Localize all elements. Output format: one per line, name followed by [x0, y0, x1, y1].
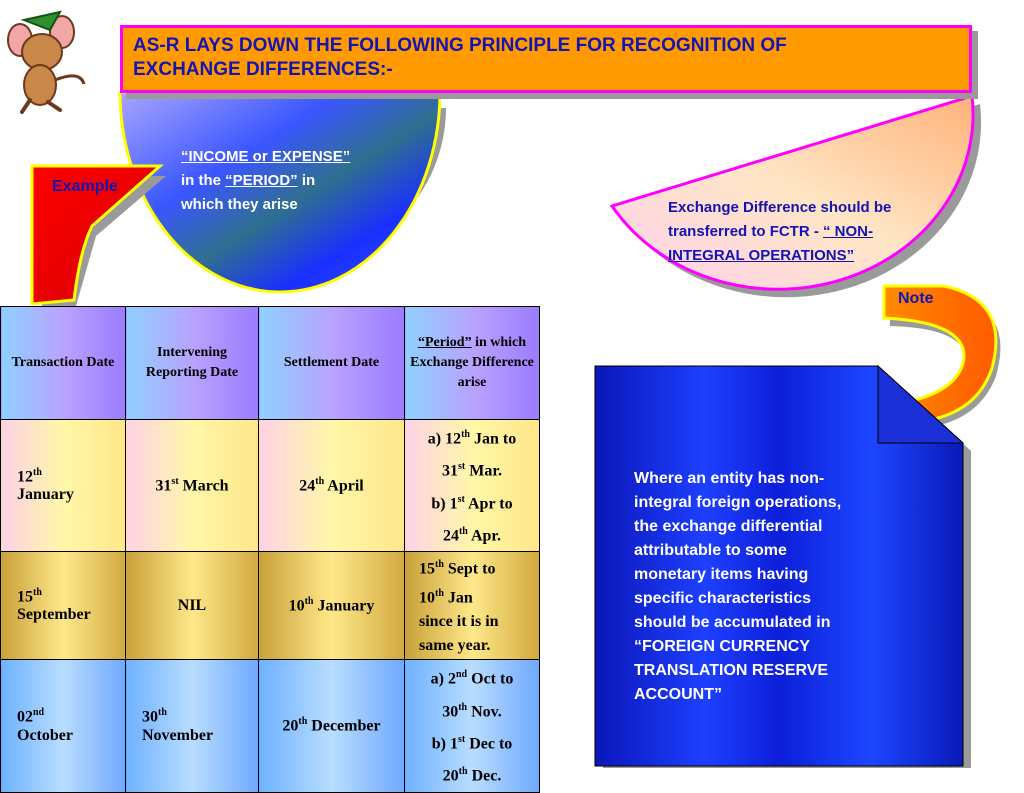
- cell-settlement-date: 10th January: [259, 552, 405, 660]
- cell-period: a) 2nd Oct to 30th Nov. b) 1st Dec to 20th Dec.: [405, 660, 540, 792]
- header-intervening-reporting-date: Intervening Reporting Date: [126, 307, 259, 420]
- table-row: [1, 660, 540, 792]
- cell-period: a) 12th Jan to 31st Mar. b) 1st Apr to 24th Apr.: [405, 420, 540, 552]
- table-row: [1, 552, 540, 660]
- note-line: attributable to some: [634, 542, 787, 559]
- cell-transaction-date: 15th September: [1, 552, 126, 660]
- table-row: [1, 420, 540, 552]
- note-line: TRANSLATION RESERVE: [634, 662, 829, 679]
- cell-reporting-date: 30th November: [126, 660, 259, 792]
- cell-settlement-date: 24th April: [259, 420, 405, 552]
- title-line-1: AS-R LAYS DOWN THE FOLLOWING PRINCIPLE FOR RECOGNITION OF: [133, 35, 787, 56]
- header-settlement-date: Settlement Date: [259, 307, 405, 420]
- cartoon-mouse-icon: [8, 12, 84, 112]
- note-line: integral foreign operations,: [634, 494, 842, 511]
- income-expense-link: “INCOME or EXPENSE”: [181, 148, 351, 165]
- cell-reporting-date: NIL: [126, 552, 259, 660]
- cell-settlement-date: 20th December: [259, 660, 405, 792]
- cell-transaction-date: 12th January: [1, 420, 126, 552]
- note-line: monetary items having: [634, 566, 809, 583]
- example-label: Example: [52, 178, 118, 195]
- note-line: should be accumulated in: [634, 614, 831, 631]
- income-expense-text: [181, 145, 421, 217]
- page-title: [133, 34, 953, 82]
- fctr-line-2: transferred to FCTR -: [668, 223, 824, 240]
- fctr-line-1: Exchange Difference should be: [668, 199, 892, 216]
- table-header-row: [1, 307, 540, 420]
- title-line-2: EXCHANGE DIFFERENCES:-: [133, 59, 393, 80]
- in-the-text: in the: [181, 172, 226, 189]
- note-line: specific characteristics: [634, 590, 811, 607]
- which-they-arise-text: which they arise: [181, 196, 298, 213]
- fctr-text: [668, 196, 968, 268]
- note-line: “FOREIGN CURRENCY: [634, 638, 811, 655]
- cell-period: 15th Sept to 10th Jan since it is in same year.: [405, 552, 540, 660]
- integral-operations-link: INTEGRAL OPERATIONS”: [668, 247, 855, 264]
- note-line: ACCOUNT”: [634, 686, 722, 703]
- note-box-text: [634, 467, 924, 707]
- cell-reporting-date: 31st March: [126, 420, 259, 552]
- note-line: Where an entity has non-: [634, 470, 825, 487]
- cell-transaction-date: 02nd October: [1, 660, 126, 792]
- header-period: “Period” in which Exchange Difference arise: [405, 307, 540, 420]
- example-table: [0, 306, 540, 793]
- note-label: Note: [898, 290, 934, 307]
- header-transaction-date: Transaction Date: [1, 307, 126, 420]
- in-text: in: [297, 172, 316, 189]
- period-link: “PERIOD”: [225, 172, 298, 189]
- non-integral-link: “ NON-: [823, 223, 874, 240]
- note-line: the exchange differential: [634, 518, 823, 535]
